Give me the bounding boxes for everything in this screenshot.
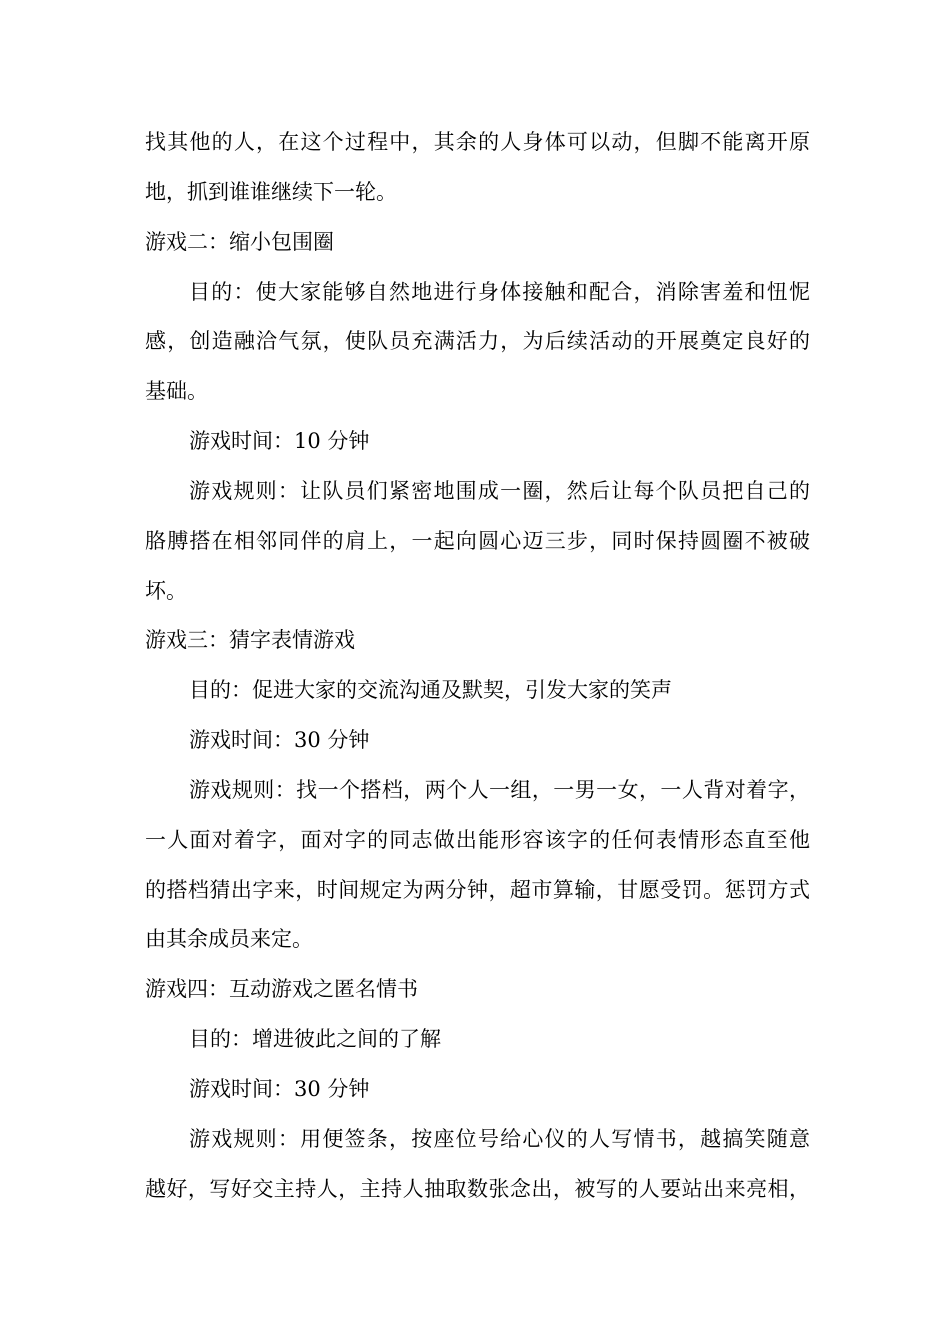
body-text-line: 游戏规则：让队员们紧密地围成一圈，然后让每个队员把自己的 <box>189 479 810 503</box>
body-text-line: 坏。 <box>145 579 187 603</box>
body-text-line: 的搭档猜出字来，时间规定为两分钟，超市算输，甘愿受罚。惩罚方式 <box>145 878 810 902</box>
body-text-line: 目的：促进大家的交流沟通及默契，引发大家的笑声 <box>189 678 672 702</box>
body-text-line: 胳膊搭在相邻同伴的肩上，一起向圆心迈三步，同时保持圆圈不被破 <box>145 529 810 553</box>
body-text-line: 一人面对着字，面对字的同志做出能形容该字的任何表情形态直至他 <box>145 828 810 852</box>
body-text-line: 游戏时间：30 分钟 <box>189 728 370 752</box>
body-text-line: 越好，写好交主持人，主持人抽取数张念出，被写的人要站出来亮相， <box>145 1177 810 1201</box>
body-text-line: 游戏时间：10 分钟 <box>189 429 370 453</box>
section-heading-game-2: 游戏二：缩小包围圈 <box>145 230 334 254</box>
body-text-line: 由其余成员来定。 <box>145 927 313 951</box>
body-text-line: 游戏规则：找一个搭档，两个人一组，一男一女，一人背对着字， <box>189 778 810 802</box>
section-heading-game-3: 游戏三：猜字表情游戏 <box>145 628 355 652</box>
body-text-line: 找其他的人，在这个过程中，其余的人身体可以动，但脚不能离开原 <box>145 130 810 154</box>
body-text-line: 游戏规则：用便签条，按座位号给心仪的人写情书，越搞笑随意 <box>189 1127 810 1151</box>
body-text-line: 游戏时间：30 分钟 <box>189 1077 370 1101</box>
body-text-line: 感，创造融洽气氛，使队员充满活力，为后续活动的开展奠定良好的 <box>145 329 810 353</box>
body-text-line: 目的：使大家能够自然地进行身体接触和配合，消除害羞和忸怩 <box>189 280 810 304</box>
body-text-line: 基础。 <box>145 379 208 403</box>
body-text-line: 地，抓到谁谁继续下一轮。 <box>145 180 397 204</box>
body-text-line: 目的：增进彼此之间的了解 <box>189 1027 441 1051</box>
section-heading-game-4: 游戏四：互动游戏之匿名情书 <box>145 977 418 1001</box>
